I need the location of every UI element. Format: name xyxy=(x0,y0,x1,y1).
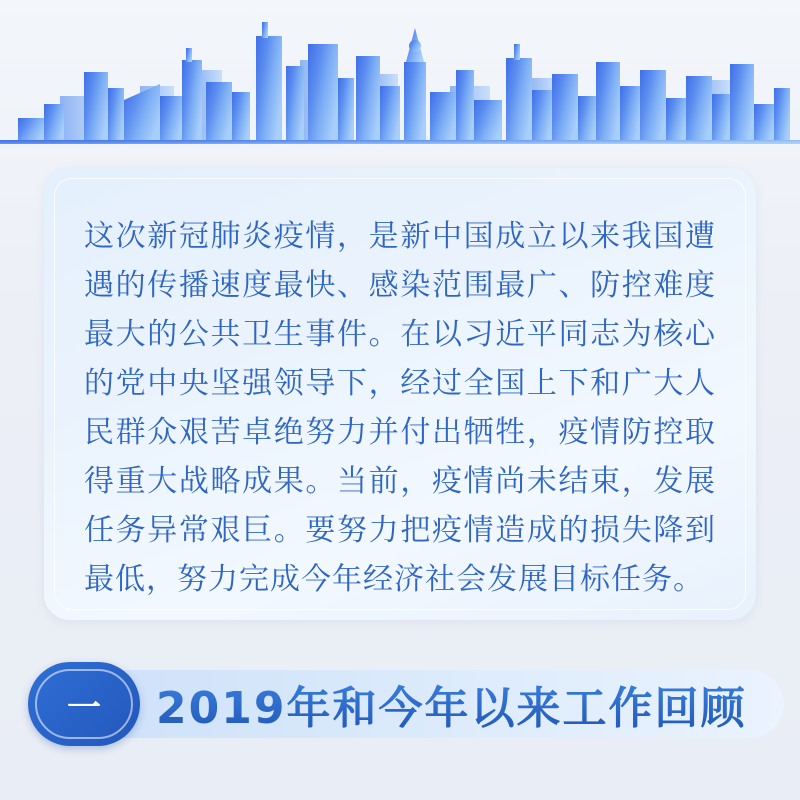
section-number-label: 一 xyxy=(67,687,101,728)
quote-card xyxy=(44,168,756,620)
city-skyline-illustration xyxy=(0,0,800,152)
section-title: 2019年和今年以来工作回顾 xyxy=(156,670,746,738)
section-heading-bar xyxy=(28,662,784,746)
quote-text: 这次新冠肺炎疫情，是新中国成立以来我国遭遇的传播速度最快、感染范围最广、防控难度最大的公共卫生事件。在以习近平同志为核心的党中央坚强领导下，经过全国上下和广大人民群众艰苦卓绝努力并付出牺牲，疫情防控取得重大战略成果。当前，疫情尚未结束，发展任务异常艰巨。要努力把疫情造成的损失降到最低，努力完成今年经济社会发展目标任务。 xyxy=(84,219,716,597)
